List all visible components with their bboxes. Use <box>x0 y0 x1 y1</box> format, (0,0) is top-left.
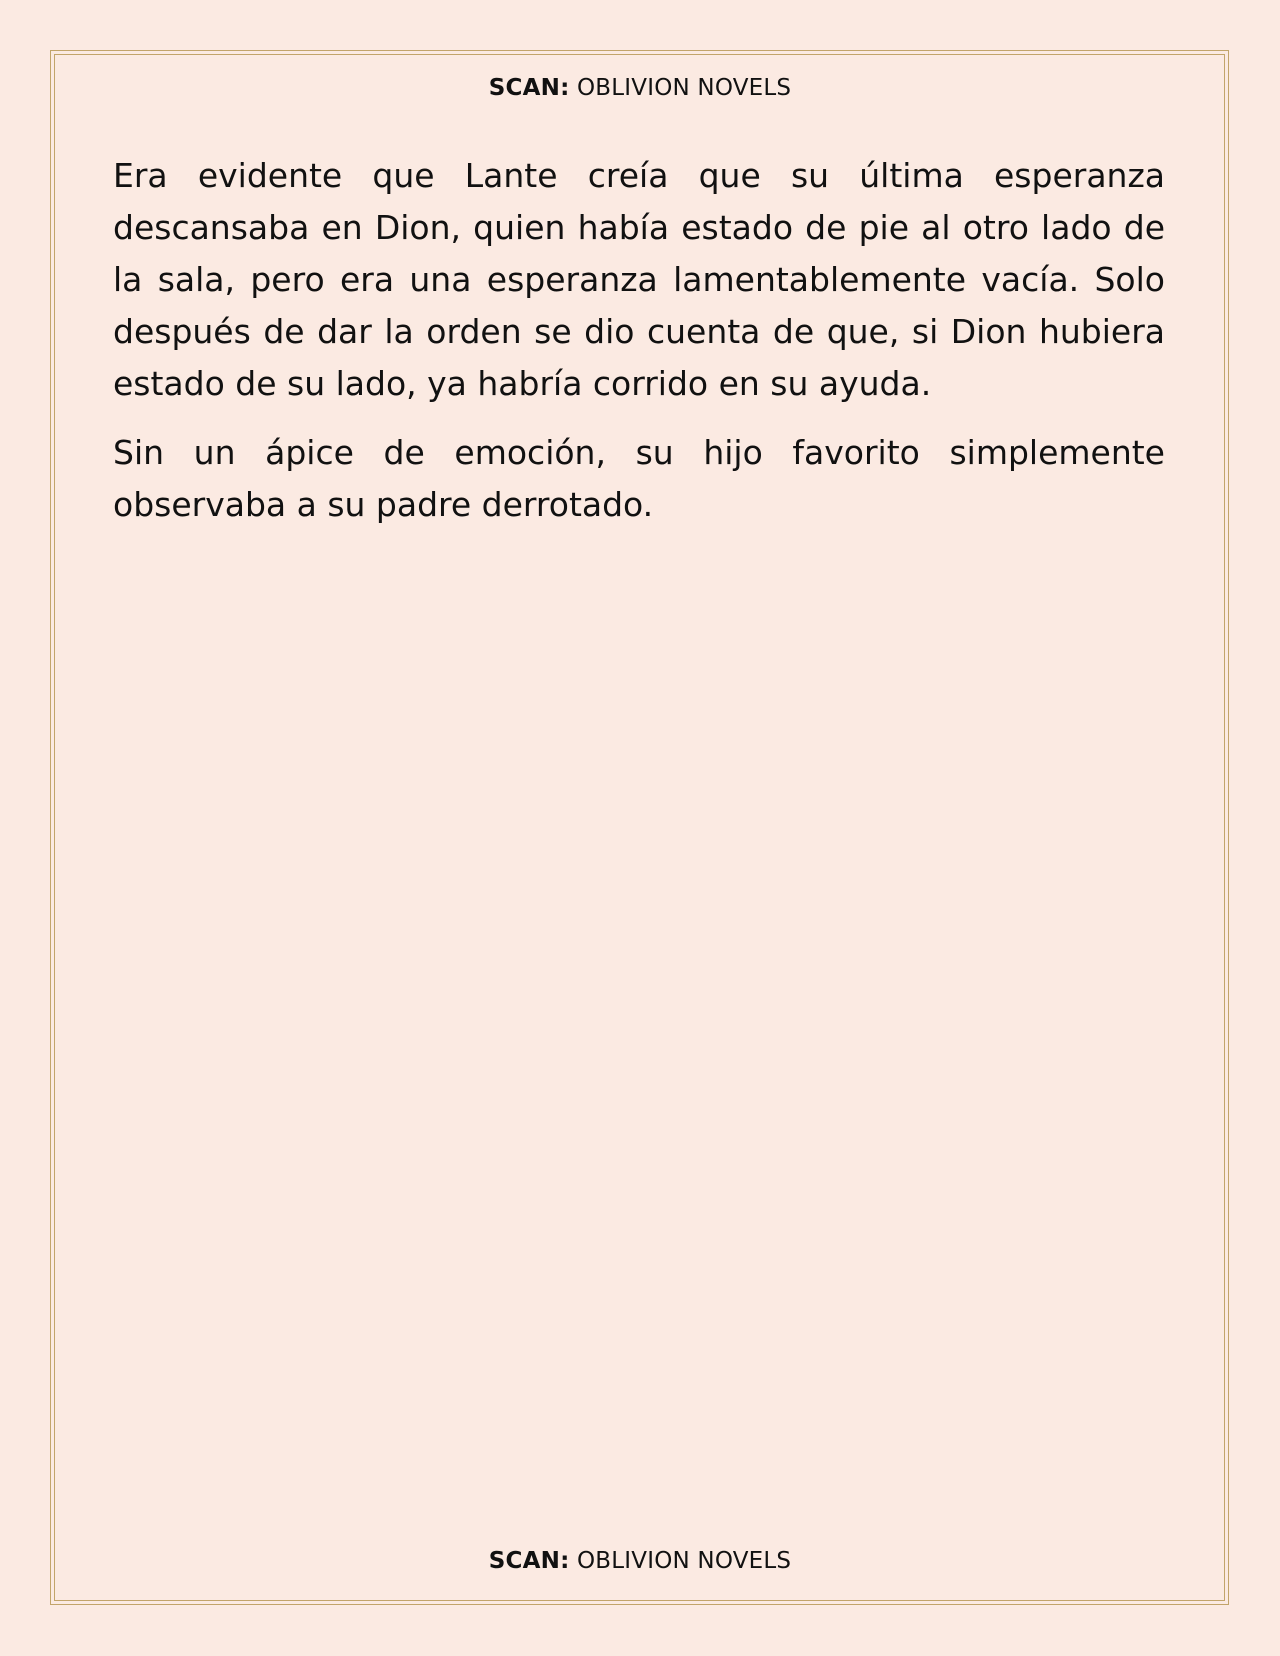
footer-scan-group: OBLIVION NOVELS <box>569 1548 792 1574</box>
page-header <box>0 75 1280 101</box>
page-footer <box>0 1548 1280 1574</box>
header-scan-group: OBLIVION NOVELS <box>569 75 792 101</box>
paragraph: Era evidente que Lante creía que su última esperanza descansaba en Dion, quien había estado de pie al otro lado de la sala, pero era una esperanza lamentablemente vacía. Solo después de dar la orden se dio cuenta de que, si Dion hubiera estado de su lado, ya habría corrido en su ayuda. <box>113 156 1165 403</box>
header-scan-label: SCAN: <box>488 75 570 101</box>
footer-scan-label: SCAN: <box>488 1548 570 1574</box>
paragraph: Sin un ápice de emoción, su hijo favorito simplemente observaba a su padre derrotado. <box>113 433 1165 524</box>
document-body <box>113 150 1165 548</box>
